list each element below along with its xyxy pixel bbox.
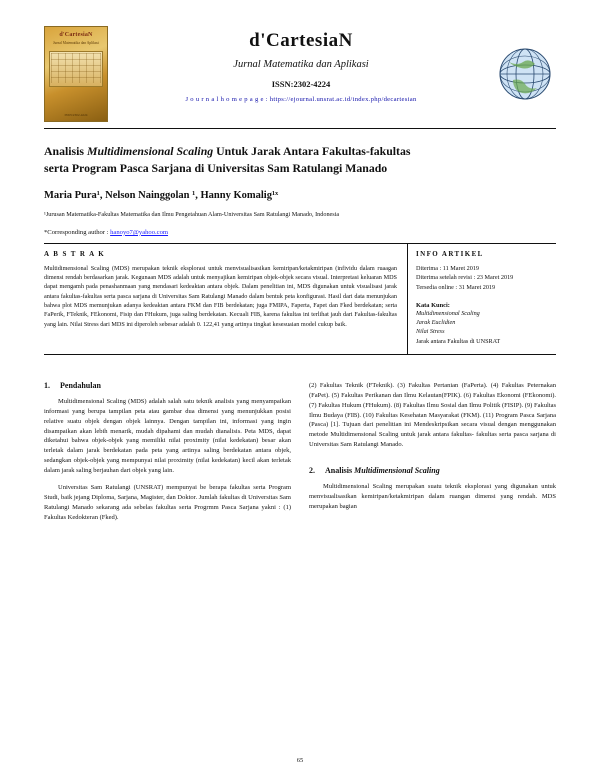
paragraph: Multidimensional Scaling merupakan suatu teknik eksplorasi yang digunakan untuk menvisualisasikan kemiripan/ketakmiripan dalam ruangan dimensi yang rendah. MDS merupakan bagian <box>309 483 556 510</box>
keyword-item: Nilai Stress <box>416 328 445 336</box>
title-part-italic: Multidimensional Scaling <box>86 144 214 158</box>
section-number: 1. <box>44 380 50 390</box>
keyword-item: Multidimensional Scaling <box>416 309 480 317</box>
abstract-info-block <box>44 243 556 355</box>
keyword-item: Jarak antara Fakultas di UNSRAT <box>416 337 501 345</box>
info-revised: Diterima setelah revisi : 23 Maret 2019 <box>416 274 514 282</box>
cover-subtitle: Jurnal Matematika dan Aplikasi <box>53 41 99 45</box>
paragraph: (2) Fakultas Teknik (FTeknik). (3) Fakultas Pertanian (FaPerta). (4) Fakultas Peternakan (FaPet). (5) Fakultas Perikanan dan Ilmu Kelautan(FPIK). (6) Fakultas Ekonomi (FEkonomi). (7) Fakultas Hukum (FHukum). (8) Fakultas Ilmu Sosial dan Ilmu Politik (FISIP). (9) Fakultas Ilmu Budaya (FIB). (10) Fakultas Kesehatan Masyarakat (FKM). (11) Program Pasca Sarjana (Pasca) [1]. Tujuan dari penelitian ini Mendeskripsikan secara visual dengan menggunakan metode Multidimensional Scaling untuk jarak antara fakultas- fakultas serta pasca sarjana di Universitas Sam Ratulangi Manado. <box>309 381 556 449</box>
section-number: 2. <box>309 466 315 475</box>
journal-subtitle: Jurnal Matematika dan Aplikasi <box>233 59 369 70</box>
abstract-heading: A B S T R A K <box>44 249 106 258</box>
paragraph: Universitas Sam Ratulangi (UNSRAT) mempunyai be berapa fakultas serta Program Studi, baik jejang Diploma, Sarjana, Magister, dan Doktor. Jumlah fakultas di Universitas Sam Ratulangi Manado sekarang ada sebelas fakultas serta Progrmm Pasca Sarjana yakni : (1) Fakultas Kedokteran (Fked). <box>44 483 291 521</box>
title-part-1: Analisis <box>44 144 87 158</box>
article-info-section <box>408 244 556 354</box>
info-available-online: Tersedia online : 31 Maret 2019 <box>416 284 496 292</box>
affiliation: ¹Jurusan Matematika-Fakultas Matematika dan Ilmu Pengetahuan Alam-Universitas Sam Ratulangi Manado, Indonesia <box>44 211 340 219</box>
paragraph: Multidimensional Scaling (MDS) adalah salah satu teknik analisis yang menyampaikan informasi yang berupa tampilan peta atau gambar dua dimensi yang menunjukkan posisi relative suatu objek dengan objek lainnya. Dengan tampilan ini, informasi yang ingin disampaikan akan lebih menarik, mudah dipahami dan mudah dianalisis. Peta MDS, dapat diketahui bahwa objek-objek yang memiliki nilai proximity (nilai kedekatan) besar akan terletak dalam jarak berdekatan pada peta yang artinya saling berdekatan antara objek, sedangkan objek-objek yang mempunyai nilai proximity (nilai kedekatan) kecil akan terletak dalam jarak saling berjauhan dari objek yang lain. <box>44 397 291 474</box>
section-title: Analisis <box>325 466 355 475</box>
section-title: Pendahulan <box>60 380 101 390</box>
journal-masthead <box>44 26 556 122</box>
section-title-italic: Multidimensional Scaling <box>354 466 440 475</box>
keyword-item: Jarak Euclidien <box>416 318 456 326</box>
section-heading-pendahulan <box>44 381 291 390</box>
masthead-center <box>108 26 494 122</box>
masthead-divider <box>44 128 556 129</box>
journal-homepage-link[interactable] <box>118 96 484 103</box>
cover-title: d'CartesiaN <box>59 32 93 38</box>
corresponding-author-label: *Corresponding author : <box>44 228 111 236</box>
body-column-right <box>309 381 556 530</box>
journal-title: d'CartesiaN <box>249 30 353 51</box>
cover-grid-pattern <box>51 53 101 83</box>
info-received: Diterima : 11 Maret 2019 <box>416 264 480 272</box>
title-line-2: serta Program Pasca Sarjana di Universitas Sam Ratulangi Manado <box>44 161 388 176</box>
corresponding-author <box>44 229 556 236</box>
globe-icon <box>497 46 553 102</box>
journal-issn: ISSN:2302-4224 <box>271 79 331 89</box>
body-columns <box>44 381 556 530</box>
abstract-text: Multidimensional Scaling (MDS) merupakan teknik eksplorasi untuk menvisualisasikan kemiripan/ketakmiripan (infividu dalam ruaagan dimensi rendah berdasarkan jarak. Kegunaan MDS adalah untuk menyajikan kemiripan objek-objek secara visual. Interpretasi keluaran MDS dapat mengamh pada penashanmaan yang mendasari kedeaktan antara objek. Dalam penelitian ini, MDS digunakan untuk visualisasi jarak antara fakultas-fakultas serta pasca sarjana di Universitas Sam Ratulangi Manado dalam bentuk peta konfigurasi. Hasil dari data menunjukan bahwa plot MDS memunjukan adanya kedeaktan antara FKM dan FIB berdekatan; juga FMIPA, Faperta, Fapet dan Fked berdekatan; serta FaPerik, FTeknik, FEkonomi, Fisip dan FHukum, juga saling berdekatan. Kecuali FIB, karena fakultas ini terlihat jauh dari Fakultas-fakultas yang lain. Nilai Stress dari MDS ini diperoleh sebesar adalah 0. 122,41 yang artinya tingkat kesesuaian model cukup baik. <box>44 264 397 328</box>
body-column-left <box>44 381 291 530</box>
page-number: 65 <box>296 757 304 764</box>
page-title <box>44 143 556 177</box>
journal-cover-thumbnail <box>44 26 108 122</box>
cover-issn: ISSN:2302-4224 <box>64 113 88 117</box>
author-list: Maria Pura¹, Nelson Nainggolan ¹, Hanny Komalig¹ˣ <box>44 190 279 202</box>
journal-homepage-anchor[interactable]: J o u r n a l h o m e p a g e : https://ejournal.unsrat.ac.id/index.php/decartesian <box>185 96 417 103</box>
abstract-section <box>44 244 408 354</box>
keywords-heading: Kata Kunci: <box>416 301 450 309</box>
section-heading-analisis-mds <box>309 466 556 475</box>
globe-icon-wrap <box>494 26 556 122</box>
article-info-heading: INFO ARTIKEL <box>416 249 484 258</box>
corresponding-author-email[interactable]: hanoyo7@yahoo.com <box>110 228 169 236</box>
title-part-2: Untuk Jarak Antara Fakultas-fakultas <box>213 144 411 158</box>
